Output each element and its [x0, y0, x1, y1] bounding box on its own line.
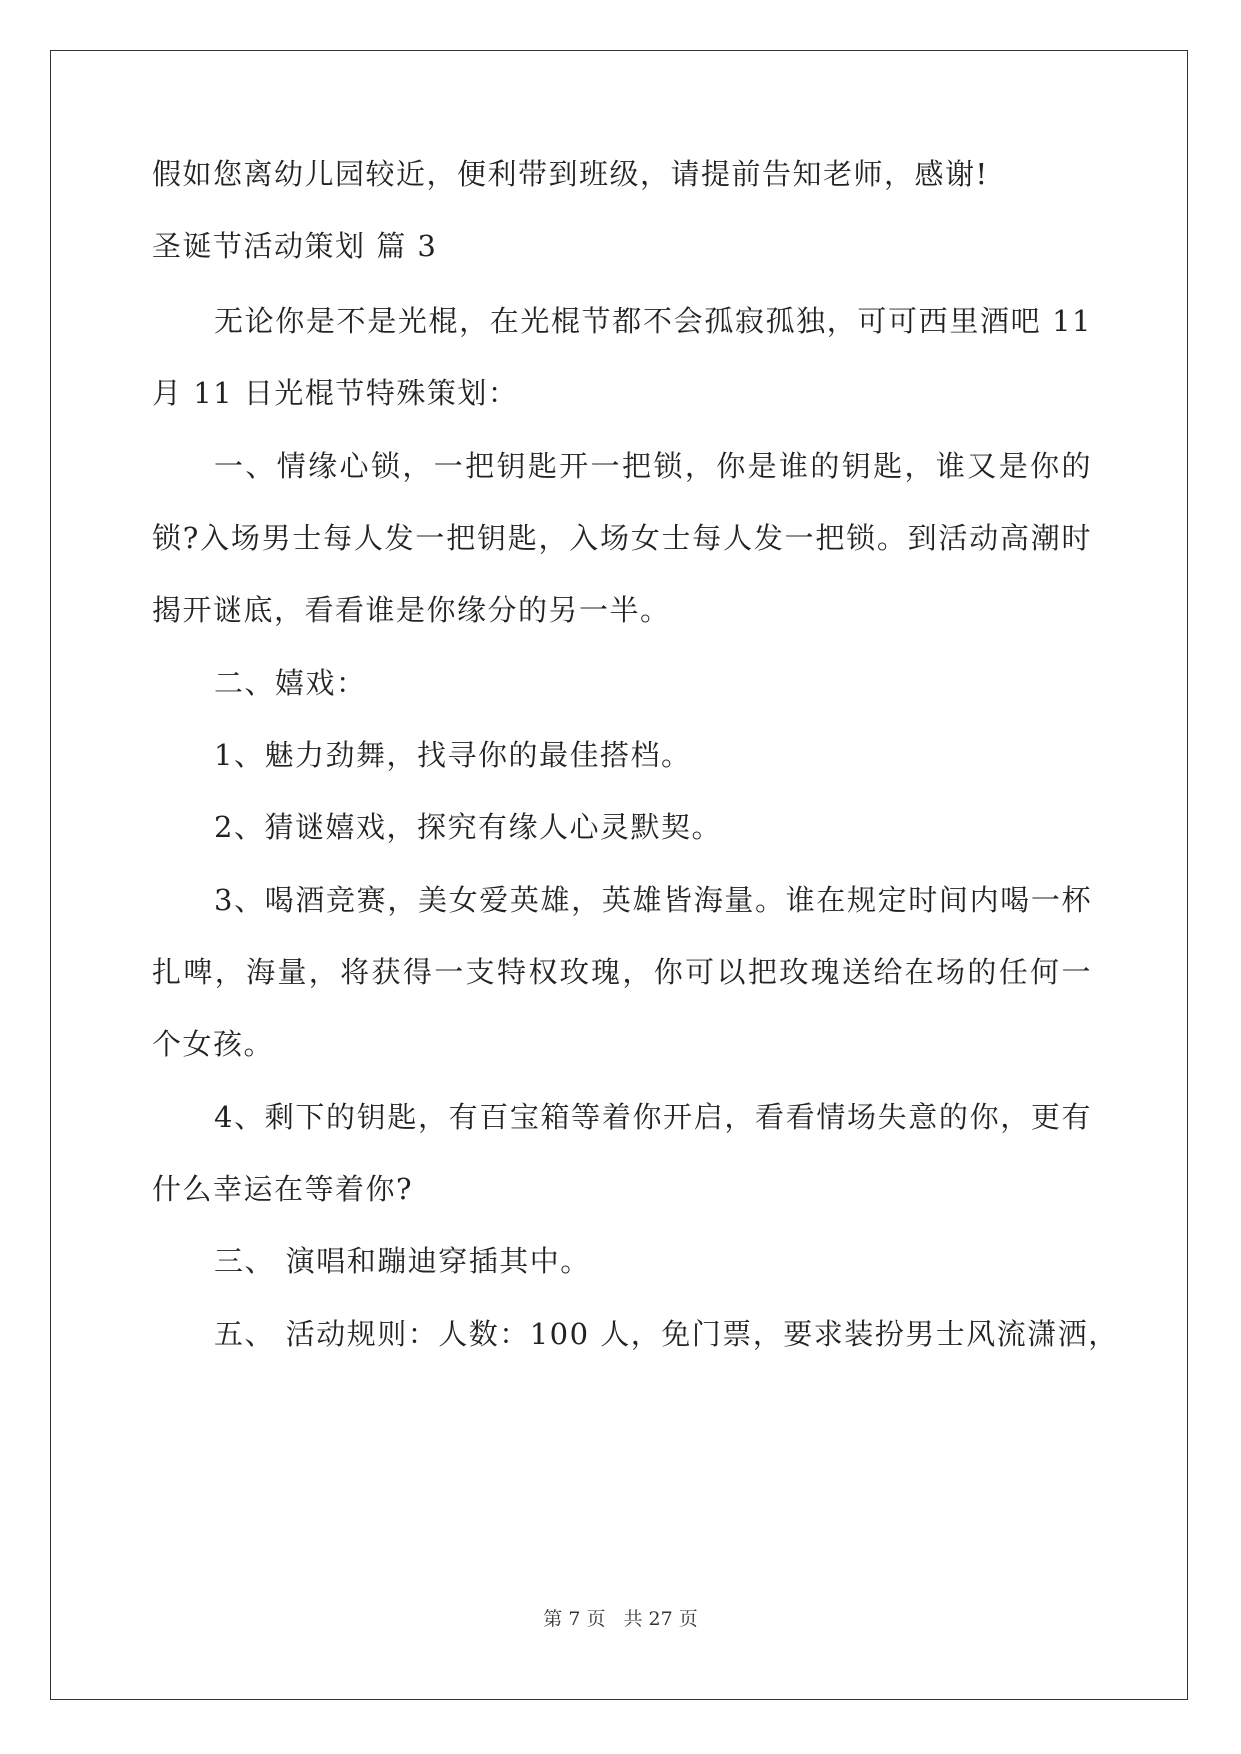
- paragraph-line: 锁?入场男士每人发一把钥匙，入场女士每人发一把锁。到活动高潮时: [152, 521, 1092, 555]
- list-item: 五、 活动规则：人数：100 人，免门票，要求装扮男士风流潇洒，: [214, 1317, 1119, 1351]
- paragraph-line: 一、情缘心锁，一把钥匙开一把锁，你是谁的钥匙，谁又是你的: [214, 449, 1092, 483]
- paragraph-line: 假如您离幼儿园较近，便利带到班级，请提前告知老师，感谢!: [152, 157, 989, 191]
- list-item: 3、喝酒竞赛，美女爱英雄，英雄皆海量。谁在规定时间内喝一杯: [214, 883, 1092, 917]
- list-item: 1、魅力劲舞，找寻你的最佳搭档。: [214, 738, 692, 772]
- section-heading: 圣诞节活动策划 篇 3: [152, 229, 438, 263]
- list-item: 4、剩下的钥匙，有百宝箱等着你开启，看看情场失意的你，更有: [214, 1100, 1092, 1134]
- paragraph-line: 月 11 日光棍节特殊策划：: [152, 376, 519, 410]
- list-heading: 二、嬉戏：: [214, 666, 367, 700]
- paragraph-line: 无论你是不是光棍，在光棍节都不会孤寂孤独，可可西里酒吧 11: [214, 304, 1092, 338]
- paragraph-line: 什么幸运在等着你?: [152, 1172, 414, 1206]
- page-footer: [0, 1607, 1241, 1631]
- list-item: 三、 演唱和蹦迪穿插其中。: [214, 1244, 591, 1278]
- page-border: [50, 50, 1188, 1700]
- current-page-label: 第 7 页: [543, 1608, 606, 1630]
- list-item: 2、猜谜嬉戏，探究有缘人心灵默契。: [214, 810, 722, 844]
- paragraph-line: 个女孩。: [152, 1027, 275, 1061]
- total-pages-label: 共 27 页: [623, 1608, 698, 1630]
- paragraph-line: 扎啤，海量，将获得一支特权玫瑰，你可以把玫瑰送给在场的任何一: [152, 955, 1092, 989]
- paragraph-line: 揭开谜底，看看谁是你缘分的另一半。: [152, 593, 671, 627]
